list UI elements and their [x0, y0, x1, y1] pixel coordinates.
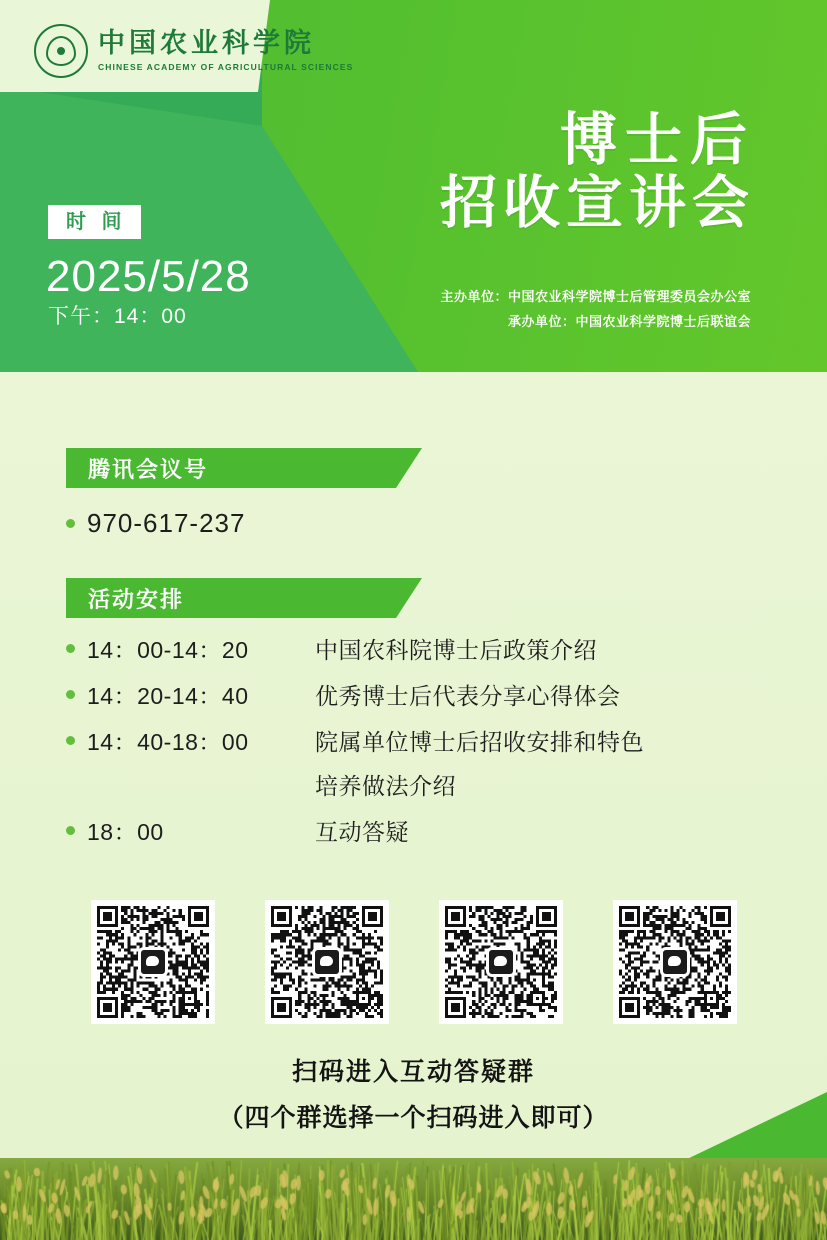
organizer-block: [440, 285, 751, 334]
bullet-icon: [66, 519, 75, 528]
qr-code[interactable]: [91, 900, 215, 1024]
section-banner-meeting: [66, 448, 396, 488]
section-banner-meeting-label: 腾讯会议号: [88, 456, 209, 482]
wechat-qr-icon: [660, 947, 690, 977]
poster-title: [440, 107, 755, 236]
event-date: 2025/5/28: [46, 252, 251, 301]
qr-code-row: [0, 900, 827, 1024]
agenda-item-time: 14：20-14：40: [87, 683, 249, 709]
logo-name-cn: 中国农业科学院: [98, 27, 315, 59]
qr-caption-primary: 扫码进入互动答疑群: [291, 1057, 535, 1086]
agenda-item-desc: 中国农科院博士后政策介绍: [315, 637, 597, 663]
qr-code[interactable]: [613, 900, 737, 1024]
agenda-item-desc: 优秀博士后代表分享心得体会: [315, 683, 621, 709]
qr-code[interactable]: [439, 900, 563, 1024]
title-line-1: 博士后: [560, 107, 755, 173]
qr-code[interactable]: [265, 900, 389, 1024]
bullet-icon: [66, 690, 75, 699]
agenda-item-desc-wrap: [315, 724, 644, 801]
time-label-badge: 时 间: [48, 205, 141, 239]
institution-logo: [34, 24, 353, 78]
wechat-qr-icon: [486, 947, 516, 977]
section-banner-agenda-label: 活动安排: [88, 586, 185, 612]
wechat-qr-icon: [312, 947, 342, 977]
agenda-item-time: 18：00: [87, 819, 164, 845]
meeting-number-row: [66, 508, 245, 539]
footer-grass-image: [0, 1158, 827, 1240]
event-time: 下午：14：00: [48, 305, 187, 328]
agenda-item-desc: 院属单位博士后招收安排和特色: [315, 729, 644, 755]
bullet-icon: [66, 826, 75, 835]
qr-caption-secondary: （四个群选择一个扫码进入即可）: [218, 1103, 609, 1132]
organizer-coordinator: 承办单位：中国农业科学院博士后联谊会: [507, 313, 751, 329]
agenda-item: [66, 632, 766, 665]
agenda-item: [66, 724, 766, 801]
wechat-qr-icon: [138, 947, 168, 977]
agenda-item: [66, 814, 766, 847]
agenda-item-desc: 互动答疑: [315, 819, 409, 845]
bullet-icon: [66, 644, 75, 653]
title-line-2: 招收宣讲会: [440, 169, 755, 236]
organizer-host: 主办单位：中国农业科学院博士后管理委员会办公室: [440, 289, 751, 304]
section-banner-agenda: [66, 578, 396, 618]
agenda-item-time: 14：00-14：20: [87, 637, 249, 663]
meeting-number-value: 970-617-237: [87, 508, 246, 538]
logo-name-en: CHINESE ACADEMY OF AGRICULTURAL SCIENCES: [98, 62, 354, 73]
agenda-item: [66, 678, 766, 711]
cas-emblem-icon: [34, 24, 88, 78]
bullet-icon: [66, 736, 75, 745]
agenda-list: [66, 632, 766, 860]
agenda-item-desc-cont: 培养做法介绍: [315, 773, 456, 799]
grass-blades-art: [0, 1158, 827, 1240]
agenda-item-time: 14：40-18：00: [87, 729, 249, 755]
